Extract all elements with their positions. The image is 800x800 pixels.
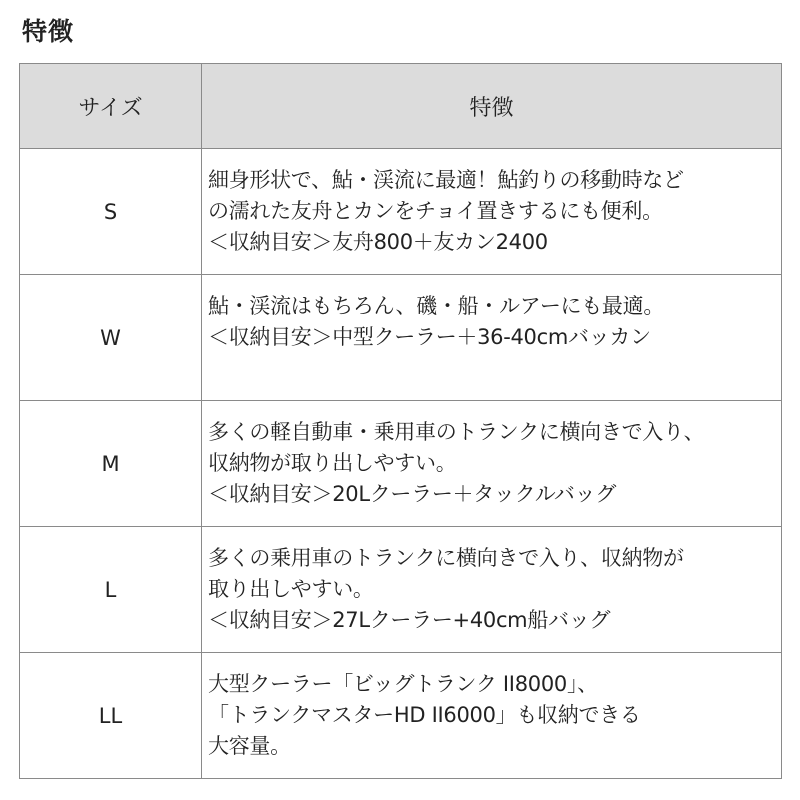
feature-line: 取り出しやすい。 xyxy=(208,577,374,601)
feature-line: 多くの軽自動車・乗用車のトランクに横向きで入り、 xyxy=(208,420,705,444)
feature-line: ＜収納目安＞中型クーラー＋36-40cmバッカン xyxy=(208,325,651,349)
feature-line: ＜収納目安＞27Lクーラー+40cm船バッグ xyxy=(208,608,611,632)
feature-cell xyxy=(202,653,782,779)
feature-cell xyxy=(202,275,782,401)
feature-line-empty xyxy=(208,353,779,384)
feature-line: 多くの乗用車のトランクに横向きで入り、収納物が xyxy=(208,546,684,570)
feature-line: 細身形状で、鮎・渓流に最適！鮎釣りの移動時など xyxy=(208,168,684,192)
table-row-ll xyxy=(20,653,782,779)
table-row-s xyxy=(20,149,782,275)
size-cell: L xyxy=(20,527,202,653)
feature-line: 鮎・渓流はもちろん、磯・船・ルアーにも最適。 xyxy=(208,294,665,318)
table-row-l xyxy=(20,527,782,653)
size-cell: LL xyxy=(20,653,202,779)
feature-line: ＜収納目安＞20Lクーラー＋タックルバッグ xyxy=(208,482,617,506)
feature-line: ＜収納目安＞友舟800＋友カン2400 xyxy=(208,230,548,254)
feature-line: 収納物が取り出しやすい。 xyxy=(208,451,457,475)
feature-line: の濡れた友舟とカンをチョイ置きするにも便利。 xyxy=(208,199,663,223)
feature-line: 「トランクマスターHD II6000」も収納できる xyxy=(208,703,641,727)
header-size: サイズ xyxy=(20,64,202,149)
feature-line: 大型クーラー「ビッグトランク II8000」、 xyxy=(208,672,598,696)
size-cell: W xyxy=(20,275,202,401)
feature-cell xyxy=(202,401,782,527)
table-row-w xyxy=(20,275,782,401)
size-cell: M xyxy=(20,401,202,527)
page-title: 特徴 xyxy=(22,17,75,46)
size-cell: S xyxy=(20,149,202,275)
feature-line: 大容量。 xyxy=(208,734,291,758)
feature-cell xyxy=(202,149,782,275)
header-feature: 特徴 xyxy=(202,64,782,149)
feature-cell xyxy=(202,527,782,653)
table-row-m xyxy=(20,401,782,527)
table-header-row xyxy=(20,64,782,149)
feature-table xyxy=(19,63,782,779)
